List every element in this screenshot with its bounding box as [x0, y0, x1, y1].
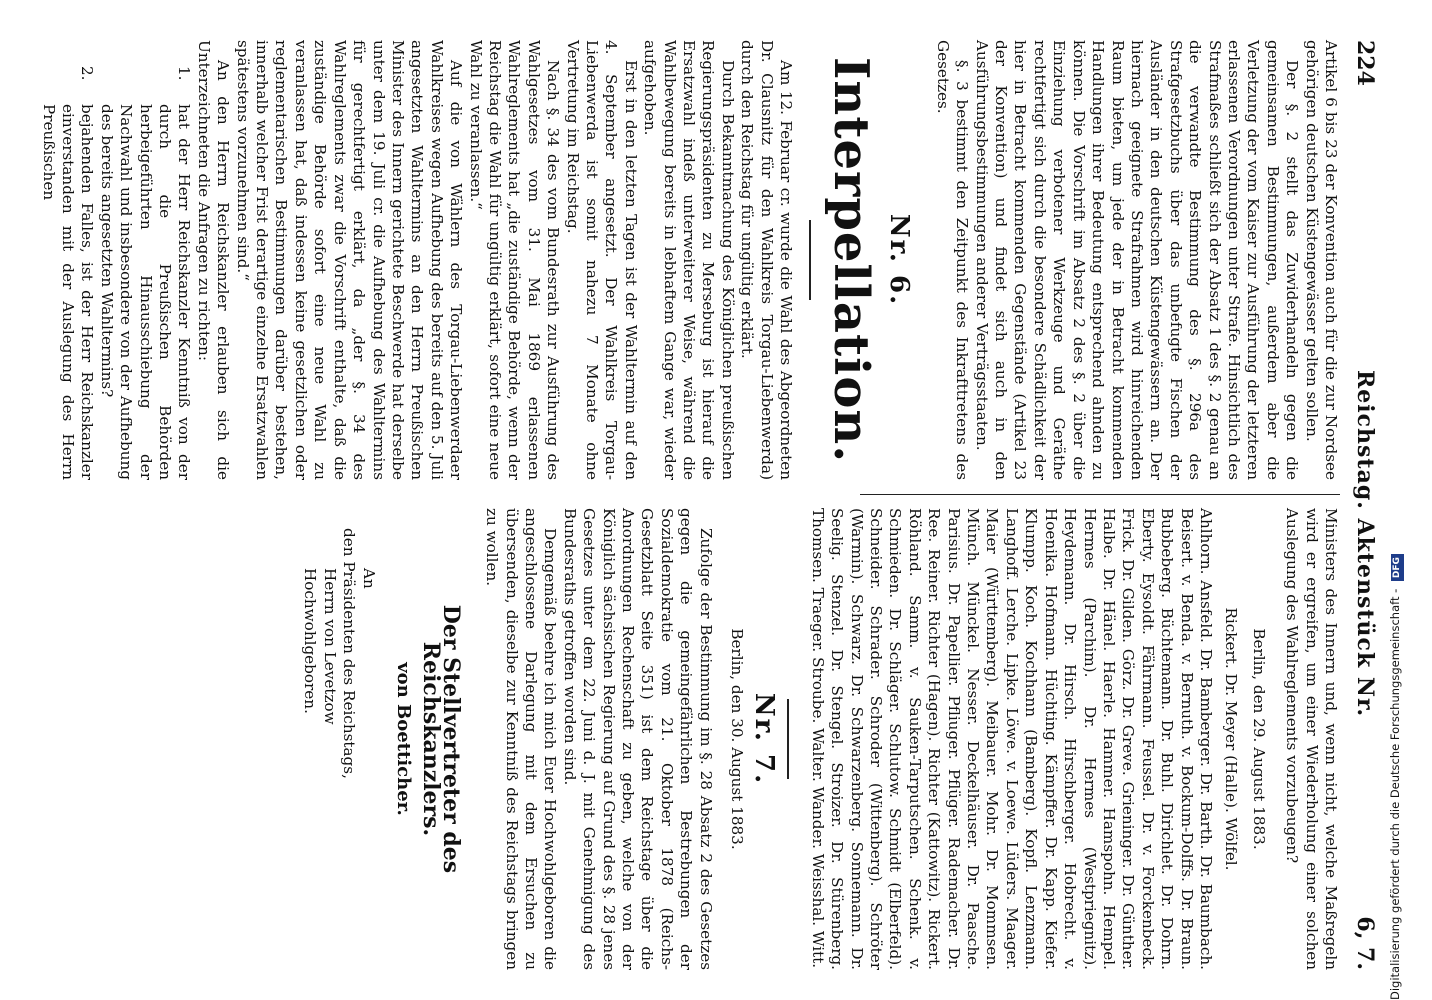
- section-number-6: Nr. 6.: [884, 213, 915, 307]
- nr7-paragraph: Demgemäß beehre ich mich Euer Hochwohlgeboren die angeschlossene Darlegung mit dem Ersuchen zu übersenden, dieselbe zur Kenntniß des Reichstags bringen zu wollen.: [483, 508, 560, 970]
- question-item: [38, 40, 96, 480]
- question-list: [38, 40, 193, 480]
- column-divider: [860, 494, 1340, 495]
- section-number-7: Nr. 7.: [749, 692, 780, 786]
- section-rule: [787, 699, 789, 779]
- question-number: 1.: [175, 66, 194, 81]
- intro-paragraph: Der §. 2 stellt das Zuwiderhandeln gegen die gemeinsamen Bestimmungen, außerdem aber die Verletzung der vom Kaiser zur Ausführung der letzteren erlassenen Verordnungen unter Strafe. Hinsichtlich des Strafmaßes schließt sich der Absatz 1 des §. 2 genau an die verwandte Bestimmung des §. 296a des Strafgesetzbuchs über das unbefugte Fischen der Ausländer in den deutschen Küstengewässern an. Der hiernach geeignete Strafrahmen wird hinreichenden Raum bieten, um jede der in Betracht kommenden Handlungen ihrer Bedeutung entsprechend ahnden zu können. Die Vorschrift im Absatz 2 des §. 2 über die Einziehung verbotener Werkzeuge und Geräthe rechtfertigt sich durch die besondere Schädlichkeit der hier in Betracht kommenden Gegenstände (Artikel 23 der Konvention) und findet sich auch in den Ausführungsbestimmungen anderer Verträgsstaaten.: [972, 40, 1302, 480]
- question-item: [96, 40, 193, 480]
- signature-name: von Boetticher.: [392, 662, 414, 816]
- digitization-credit: [1388, 0, 1408, 1000]
- dateline-6: Berlin, den 29. August 1883.: [1249, 628, 1268, 850]
- intro-paragraph: Artikel 6 bis 23 der Konvention auch für die zur Nordsee gehörigen deutschen Küstengewässer gelten sollen.: [1302, 40, 1340, 480]
- running-title: Reichstag. Aktenstück Nr.: [1352, 370, 1378, 718]
- intro-paragraph: §. 3 bestimmt den Zeitpunkt des Inkrafttretens des Gesetzes.: [933, 40, 972, 480]
- page-header: [1348, 40, 1378, 970]
- dateline-7: Berlin, den 30. August 1883.: [728, 628, 747, 850]
- body-paragraph: Erst in den letzten Tagen ist der Wahltermin auf den 4. September angesetzt. Der Wahlkreis Torgau-Liebenwerda ist somit nahezu 7 Monate ohne Vertretung im Reichstag.: [563, 40, 640, 480]
- question-text: hat der Herr Reichskanzler Kenntniß von der durch die Preußischen Behörden herbeigeführten Hinausschiebung der Nachwahl und insbesondere von der Aufhebung des bereits angesetzten Wahltermins?: [97, 104, 194, 480]
- continuation-paragraph: Ministers des Innern und, wenn nicht, welche Maßregeln wird er ergreifen, um einer Wiederholung einer solchen Auslegung des Wahlreglements vorzubeugen?: [1283, 508, 1340, 970]
- page-number: 224: [1352, 40, 1378, 86]
- body-paragraph: Durch Bekanntmachung des Königlichen preußischen Regierungspräsidenten zu Merseburg ist hierauf die Ersatzwahl indeß unterweiterer Weise, während die Wahlbewegung bereits in lebhaftem Gange war, wieder aufgehoben.: [641, 40, 737, 480]
- section-title: Interpellation.: [823, 56, 880, 464]
- question-number: 2.: [78, 66, 97, 81]
- title-rule: [809, 220, 811, 300]
- nr7-paragraph: Zufolge der Bestimmung im §. 28 Absatz 2 des Gesetzes gegen die gemeingefährlichen Bestrebungen der Sozialdemokratie vom 21. Oktober 1878 (Reichs-Gesetzblatt Seite 351) ist dem Reichstage über die Anordnungen Rechenschaft zu geben, welche von der Königlich sächsischen Regierung auf Grund des §. 28 jenes Gesetzes unter dem 22. Juni d. J. mit Genehmigung des Bundesraths getroffen worden sind.: [560, 508, 715, 970]
- body-paragraph: An den Herrn Reichskanzler erlauben sich die Unterzeichneten die Anfragen zu richten:: [194, 40, 233, 480]
- question-text: bejahenden Falles, ist der Herr Reichskanzler einverstanden mit der Auslegung des Herrn Preußischen: [39, 104, 97, 480]
- left-column: [38, 40, 1340, 480]
- right-column: [300, 508, 1340, 970]
- signature-title: Der Stellvertreter des Reichskanzlers.: [418, 604, 464, 874]
- body-paragraph: Am 12. Februar cr. wurde die Wahl des Abgeordneten Dr. Clausnitz für den Wahlkreis Torgau-Liebenwerda) durch den Reichstag für ungültig erklärt.: [738, 40, 796, 480]
- body-paragraph: Nach §. 34 des vom Bundesrath zur Ausführung des Wahlgesetzes vom 31. Mai 1869 erlassenen Wahlreglements hat „die zuständige Behörde, wenn der Reichstag die Wahl für ungültig erklärt, sofort eine neue Wahl zu veranlassen.“: [466, 40, 563, 480]
- address-line: Hochwohlgeboren.: [301, 568, 320, 714]
- address-line: An: [359, 568, 378, 589]
- document-numbers: 6, 7.: [1352, 916, 1378, 970]
- address-line: den Präsidenten des Reichstags,: [340, 528, 359, 779]
- credit-text: Digitalisierung gefördert durch die Deutsche Forschungsgemeinschaft -: [1388, 588, 1402, 1000]
- dfg-logo: DFG: [1391, 554, 1404, 581]
- signers-list: Ahlhorn. Ansfeld. Dr. Bamberger. Dr. Barth. Dr. Baumbach. Beisert. v. Benda. v. Bernuth. v. Bockum-Dolffs. Dr. Braun. Bubbeberg. Büchtemann. Dr. Buhl. Dirichlet. Dr. Dohrn. Eberty. Eysoldt. Fährmann. Feussel. Dr. v. Forckenbeck. Frick. Dr. Gilden. Görz. Dr. Greve. Grieninger. Dr. Günther. Halbe. Dr. Hänel. Haerle. Hammer. Hamspohn. Hempel. Hermes (Parchim). Dr. Hermes (Westpriegnitz). Heydemann. Dr. Hirsch. Hirschberger. Hobrecht. v. Hoenika. Hofmann. Hüchting. Kämpffer. Dr. Kapp. Kiefer. Klumpp. Koch. Kochhann (Bamberg). Kopfl. Lenzmann. Langhoff. Lerche. Lipke. Löwe. v. Loewe. Lüders. Maager. Maier (Württemberg). Meibauer. Mohr. Dr. Mommsen. Münch. Münckel. Nesser. Deckelhäuser. Dr. Paasche. Parisius. Dr. Papellier. Pfliuger. Pflüger. Rademacher. Dr. Ree. Reiner. Richter (Hagen). Richter (Kattowitz). Rickert. Röhland. Samm. v. Sauken-Tarputschen. Schenk. v. Schmieden. Dr. Schläger. Schlutow. Schmidt (Elberfeld). Schneider. Schrader. Schroder (Wittenberg). Schröter (Warmin). Schwarz. Dr. Schwarzenberg. Sonnemann. Dr. Seelig. Stenzel. Dr. Stengel. Stroizer. Dr. Stürenberg. Thomsen. Traeger. Stroube. Walter. Wander. Weisshal. Witt.: [808, 508, 1215, 970]
- signers-head: Rickert. Dr. Meyer (Halle). Wölfel.: [1222, 607, 1241, 871]
- body-paragraph: Auf die von Wählern des Torgau-Liebenwerdaer Wahlkreises wegen Aufhebung des bereits auf den 5. Juli angesetzten Wahltermins an den Herrn Preußischen Minister des Innern gerichtete Beschwerde hat derselbe unter dem 19. Juli cr. die Aufhebung des Wahltermins für gerechtfertigt erklärt, da „der §. 34 des Wahlreglements zwar die Vorschrift enthalte, daß die zuständige Behörde sofort eine neue Wahl zu veranlassen hat, daß indessen keine gesetzlichen oder reglementarischen Bestimmungen darüber bestehen, innerhalb welcher Frist derartige einzelne Ersatzwahlen spätestens vorzunehmen sind.“: [233, 40, 466, 480]
- address-line: Herrn von Levetzow: [320, 568, 339, 725]
